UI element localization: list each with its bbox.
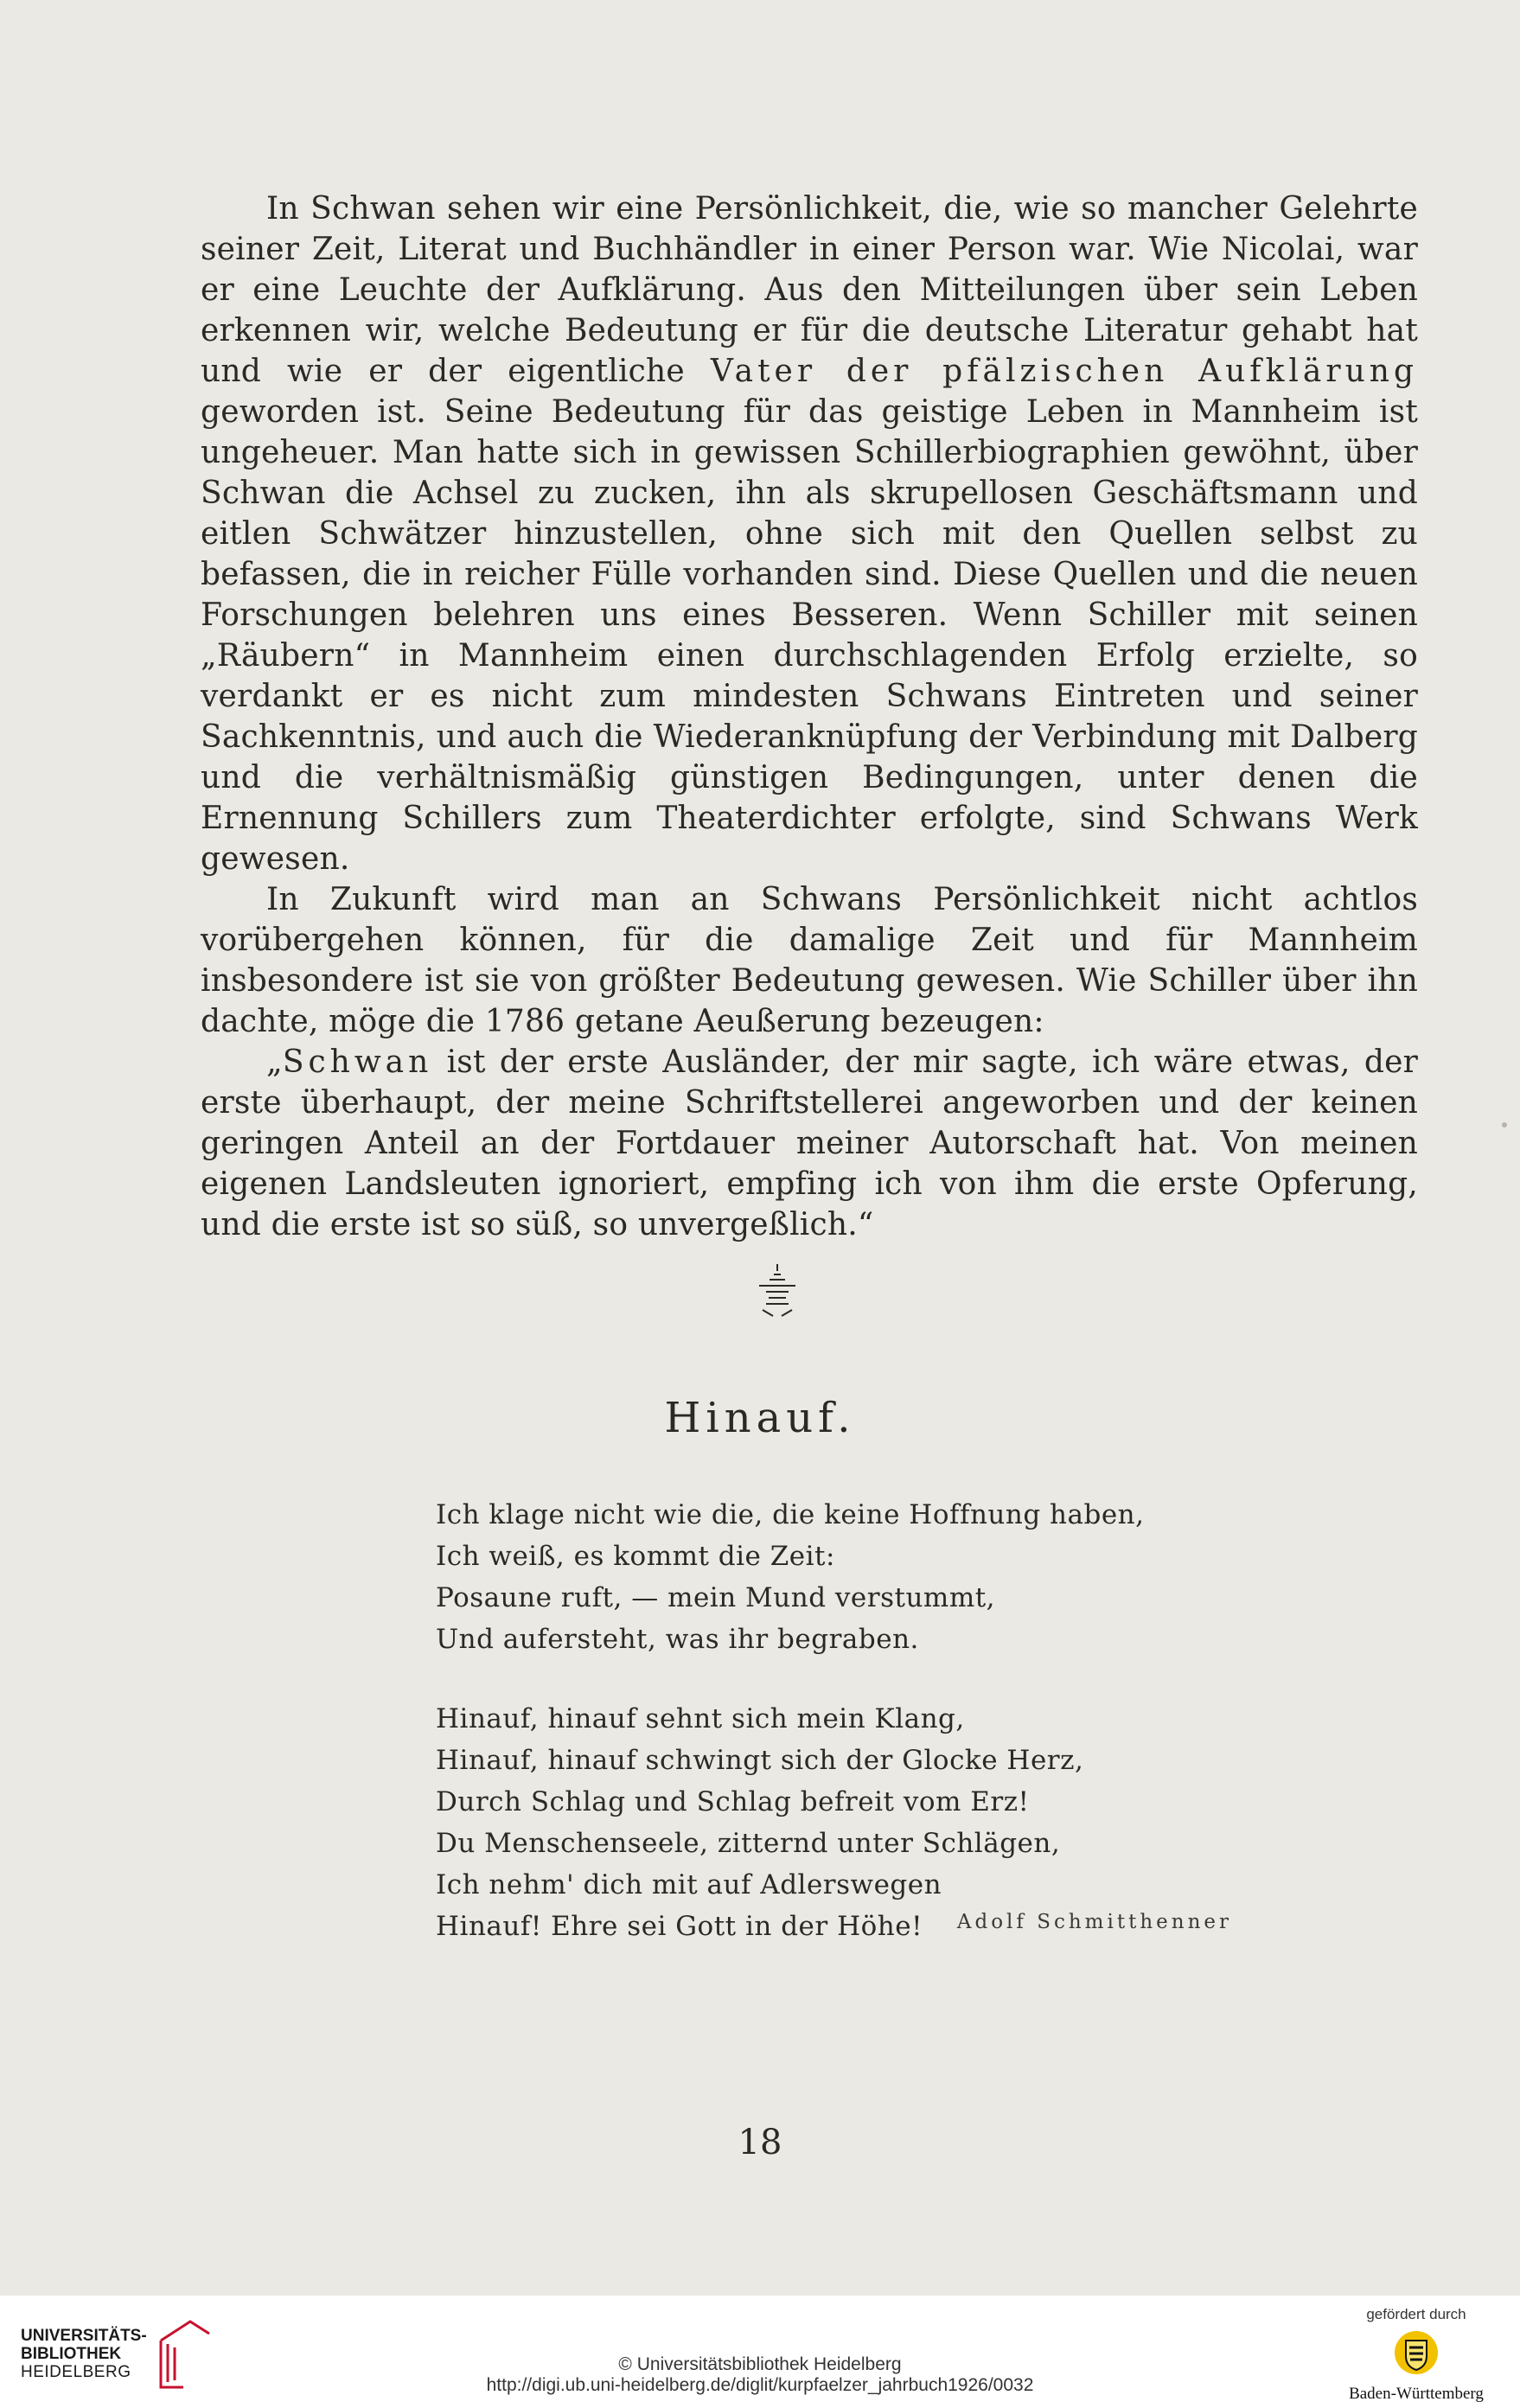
paragraph-text: In Zukunft wird man an Schwans Persönlichkeit nicht achtlos vorübergehen können, für die damalige Zeit und für Mannheim insbesondere ist sie von größter Bedeutung gewesen. Wie Schiller über ihn dachte, möge die 1786 getane Aeußerung bezeugen:	[201, 882, 1418, 1039]
quotation-text: ist der erste Ausländer, der mir sagte, ich wäre etwas, der erste überhaupt, der meine Schriftstellerei angeworben und der keinen geringen Anteil an der Fortdauer meiner Autorschaft hat. Von meinen eigenen Landsleuten ignoriert, empfing ich von ihm die erste Opferung, und die erste ist so süß, so unvergeßlich.“	[201, 1044, 1418, 1242]
emphasized-text: Vater der pfälzischen Aufklärung	[710, 354, 1418, 389]
poem-title: Hinauf.	[664, 1394, 856, 1442]
poem-line: Du Menschenseele, zitternd unter Schlägen,	[436, 1828, 1061, 1859]
scan-speck	[1502, 1122, 1507, 1127]
poem-line: Und aufersteht, was ihr begraben.	[436, 1624, 919, 1655]
paragraph	[201, 879, 1418, 1042]
poem-line: Durch Schlag und Schlag befreit vom Erz!	[436, 1786, 1030, 1817]
permalink[interactable]: http://digi.ub.uni-heidelberg.de/diglit/kurpfaelzer_jahrbuch1926/0032	[486, 2375, 1034, 2395]
poem-stanza	[436, 1494, 1214, 1660]
copyright-text: © Universitätsbibliothek Heidelberg	[618, 2354, 902, 2374]
paragraph-text: geworden ist. Seine Bedeutung für das geistige Leben in Mannheim ist ungeheuer. Man hatte sich in gewissen Schillerbiographien gewöhnt, über Schwan die Achsel zu zucken, ihn als skrupellosen Geschäftsmann und eitlen Schwätzer hinzustellen, ohne sich mit den Quellen selbst zu befassen, die in reicher Fülle vorhanden sind. Diese Quellen und die neuen Forschungen belehren uns eines Besseren. Wenn Schiller mit seinen „Räubern“ in Mannheim einen durchschlagenden Erfolg erzielte, so verdankt er es nicht zum mindesten Schwans Eintreten und seiner Sachkenntnis, und auch die Wiederanknüpfung der Verbindung mit Dalberg und die verhältnismäßig günstigen Bedingungen, unter denen die Ernennung Schillers zum Theaterdichter erfolgte, sind Schwans Werk gewesen.	[201, 394, 1418, 877]
poem-author: Adolf Schmitthenner	[956, 1911, 1232, 1933]
quotation	[201, 1042, 1418, 1245]
poem-line: Hinauf! Ehre sei Gott in der Höhe!	[436, 1911, 923, 1942]
state-crest-icon	[1394, 2330, 1439, 2375]
poem-line: Ich klage nicht wie die, die keine Hoffnung haben,	[436, 1499, 1145, 1530]
poem-line: Hinauf, hinauf schwingt sich der Glocke Herz,	[436, 1745, 1084, 1776]
poem-stanza	[436, 1698, 1214, 1947]
footer-bar	[0, 2296, 1520, 2408]
star-ornament-icon	[757, 1262, 797, 1323]
paragraph	[201, 188, 1418, 879]
poem-line: Hinauf, hinauf sehnt sich mein Klang,	[436, 1703, 965, 1734]
quote-mark: „	[266, 1044, 283, 1080]
page-number: 18	[738, 2123, 782, 2162]
sponsor-label: gefördert durch	[1366, 2306, 1466, 2322]
poem-line: Ich nehm' dich mit auf Adlerswegen	[436, 1869, 942, 1900]
library-name-line: BIBLIOTHEK	[21, 2345, 122, 2363]
body-text	[201, 188, 1418, 1245]
library-name-line: UNIVERSITÄTS-	[21, 2327, 147, 2345]
sponsor-name: Baden-Württemberg	[1349, 2385, 1484, 2403]
paragraph-text: In Schwan sehen wir eine Persönlichkeit, die, wie so mancher Gelehrte seiner Zeit, Literat und Buchhändler in einer Person war. Wie Nicolai, war er eine Leuchte der Aufklärung. Aus den Mitteilungen über sein Leben erkennen wir, welche Bedeutung er für die deutsche Literatur gehabt hat und wie er der eigentliche	[201, 191, 1418, 389]
sponsor-block[interactable]	[1330, 2306, 1503, 2404]
copyright-notice	[0, 2354, 1520, 2396]
poem-line: Ich weiß, es kommt die Zeit:	[436, 1541, 835, 1572]
poem-line: Posaune ruft, — mein Mund verstummt,	[436, 1582, 996, 1613]
library-name-line: HEIDELBERG	[21, 2363, 131, 2381]
emphasized-text: Schwan	[282, 1044, 433, 1080]
